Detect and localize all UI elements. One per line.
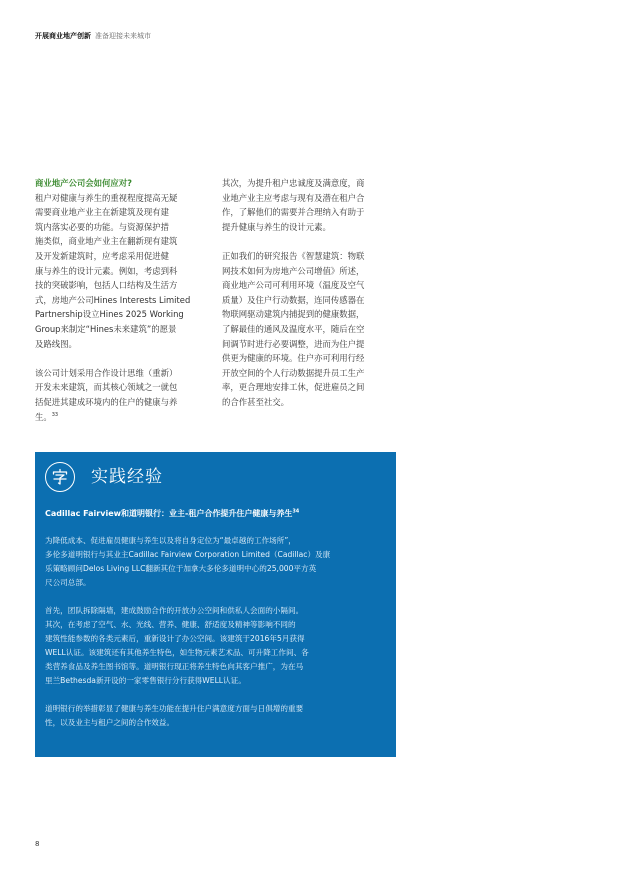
- text-line: 道明银行的举措彰显了健康与养生功能在提升住户满意度方面与日俱增的重要: [45, 704, 304, 713]
- text-line: 及路线图。: [35, 338, 77, 349]
- panel-paragraph-2: [45, 604, 385, 688]
- panel-subtitle-text: Cadillac Fairview和道明银行：业主-租户合作提升住户健康与养生: [45, 509, 293, 518]
- text-line: 施类似，商业地产业主在翻新现有建筑: [35, 236, 178, 247]
- text-line: 类营养食品及养生图书馆等。道明银行现正将养生特色向其客户推广，为在马: [45, 662, 304, 671]
- text-line: 间调节时进行必要调整，进而为住户提: [222, 338, 365, 349]
- text-line: WELL认证。该建筑还有其他养生特色，如生物元素艺术品、可升降工作间、各: [45, 648, 309, 657]
- text-line: 为降低成本、促进雇员健康与养生以及将自身定位为“最卓越的工作场所”，: [45, 536, 296, 545]
- panel-body: [45, 534, 385, 744]
- text-line: 率，更合理地安排工休，促进雇员之间: [222, 382, 365, 393]
- text-line: Group来制定“Hines未来建筑”的愿景: [35, 323, 177, 334]
- section-heading-mark: ?: [127, 178, 132, 188]
- text-line: 物联网驱动建筑内捕捉到的健康数据，: [222, 309, 365, 320]
- text-line: 该公司计划采用合作设计思维（重新）: [35, 367, 178, 378]
- text-line: 式，房地产公司Hines Interests Limited: [35, 294, 191, 305]
- running-header: [35, 31, 151, 41]
- text-line: 供更为健康的环境。住户亦可利用行经: [222, 353, 365, 364]
- text-line: 作，了解他们的需要并合理纳入有助于: [222, 207, 365, 218]
- section-heading-text: 商业地产公司会如何应对: [35, 178, 128, 188]
- text-line: 首先，团队拆除隔墙，建成鼓励合作的开放办公空间和供私人会面的小隔间。: [45, 606, 304, 615]
- text-line: 筑内落实必要的功能。与资源保护措: [35, 221, 169, 232]
- text-line: 性，以及业主与租户之间的合作效益。: [45, 718, 175, 727]
- seal-icon: [45, 462, 75, 492]
- text-line: 生。: [35, 411, 52, 422]
- panel-paragraph-3: [45, 702, 385, 730]
- text-line: 质量）及住户行动数据，连同传感器在: [222, 294, 365, 305]
- right-paragraph-1: [222, 176, 390, 234]
- section-heading: [35, 176, 211, 191]
- text-line: 里兰Bethesda新开设的一家零售银行分行获得WELL认证。: [45, 676, 246, 685]
- text-line: Partnership设立Hines 2025 Working: [35, 309, 184, 320]
- header-subtitle: 准备迎接未来城市: [95, 32, 151, 40]
- text-line: 其次，在考虑了空气、水、光线、营养、健康、舒适度及精神等影响不同的: [45, 620, 296, 629]
- text-line: 租户对健康与养生的重视程度提高无疑: [35, 192, 178, 203]
- case-study-panel: [35, 452, 396, 757]
- text-line: 提升健康与养生的设计元素。: [222, 221, 331, 232]
- left-column: [35, 176, 211, 424]
- header-title: 开展商业地产创新: [35, 32, 91, 40]
- text-line: 康与养生的设计元素。例如，考虑到科: [35, 265, 178, 276]
- text-line: 括促进其建成环境内的住户的健康与养: [35, 396, 178, 407]
- text-line: 网技术如何为房地产公司增值》所述，: [222, 265, 365, 276]
- text-line: 开发未来建筑，而其核心领域之一就包: [35, 382, 178, 393]
- panel-paragraph-1: [45, 534, 385, 590]
- text-line: 开放空间的个人行动数据提升员工生产: [222, 367, 365, 378]
- footnote-ref: 34: [292, 508, 300, 515]
- text-line: 的合作甚至社交。: [222, 396, 289, 407]
- text-line: 乐策略顾问Delos Living LLC翻新其位于加拿大多伦多道明中心的25,000平方英: [45, 564, 317, 573]
- text-line: 多伦多道明银行与其业主Cadillac Fairview Corporation Limited（Cadillac）及康: [45, 550, 331, 559]
- text-line: 技的突破影响，包括人口结构及生活方: [35, 280, 178, 291]
- text-line: 商业地产公司可利用环境（温度及空气: [222, 280, 365, 291]
- text-line: 了解最佳的通风及温度水平，随后在空: [222, 323, 365, 334]
- left-paragraph-2: [35, 366, 211, 424]
- text-line: 尺公司总部。: [45, 578, 91, 587]
- page-number: 8: [35, 840, 40, 848]
- text-line: 其次，为提升租户忠诚度及满意度，商: [222, 178, 365, 188]
- right-column: [222, 176, 390, 410]
- panel-subtitle: [45, 508, 390, 520]
- text-line: 需要商业地产业主在新建筑及现有建: [35, 207, 169, 218]
- left-paragraph-1: [35, 191, 211, 352]
- footnote-ref: 33: [51, 411, 59, 418]
- text-line: 业地产业主应考虑与现有及潜在租户合: [222, 192, 365, 203]
- text-line: 建筑性能参数的各类元素后，重新设计了办公空间。该建筑于2016年5月获得: [45, 634, 305, 643]
- panel-title: 实践经验: [91, 467, 163, 487]
- right-paragraph-2: [222, 249, 390, 410]
- text-line: 及开发新建筑时，应考虑采用促进健: [35, 250, 169, 261]
- text-line: 正如我们的研究报告《智慧建筑：物联: [222, 250, 365, 261]
